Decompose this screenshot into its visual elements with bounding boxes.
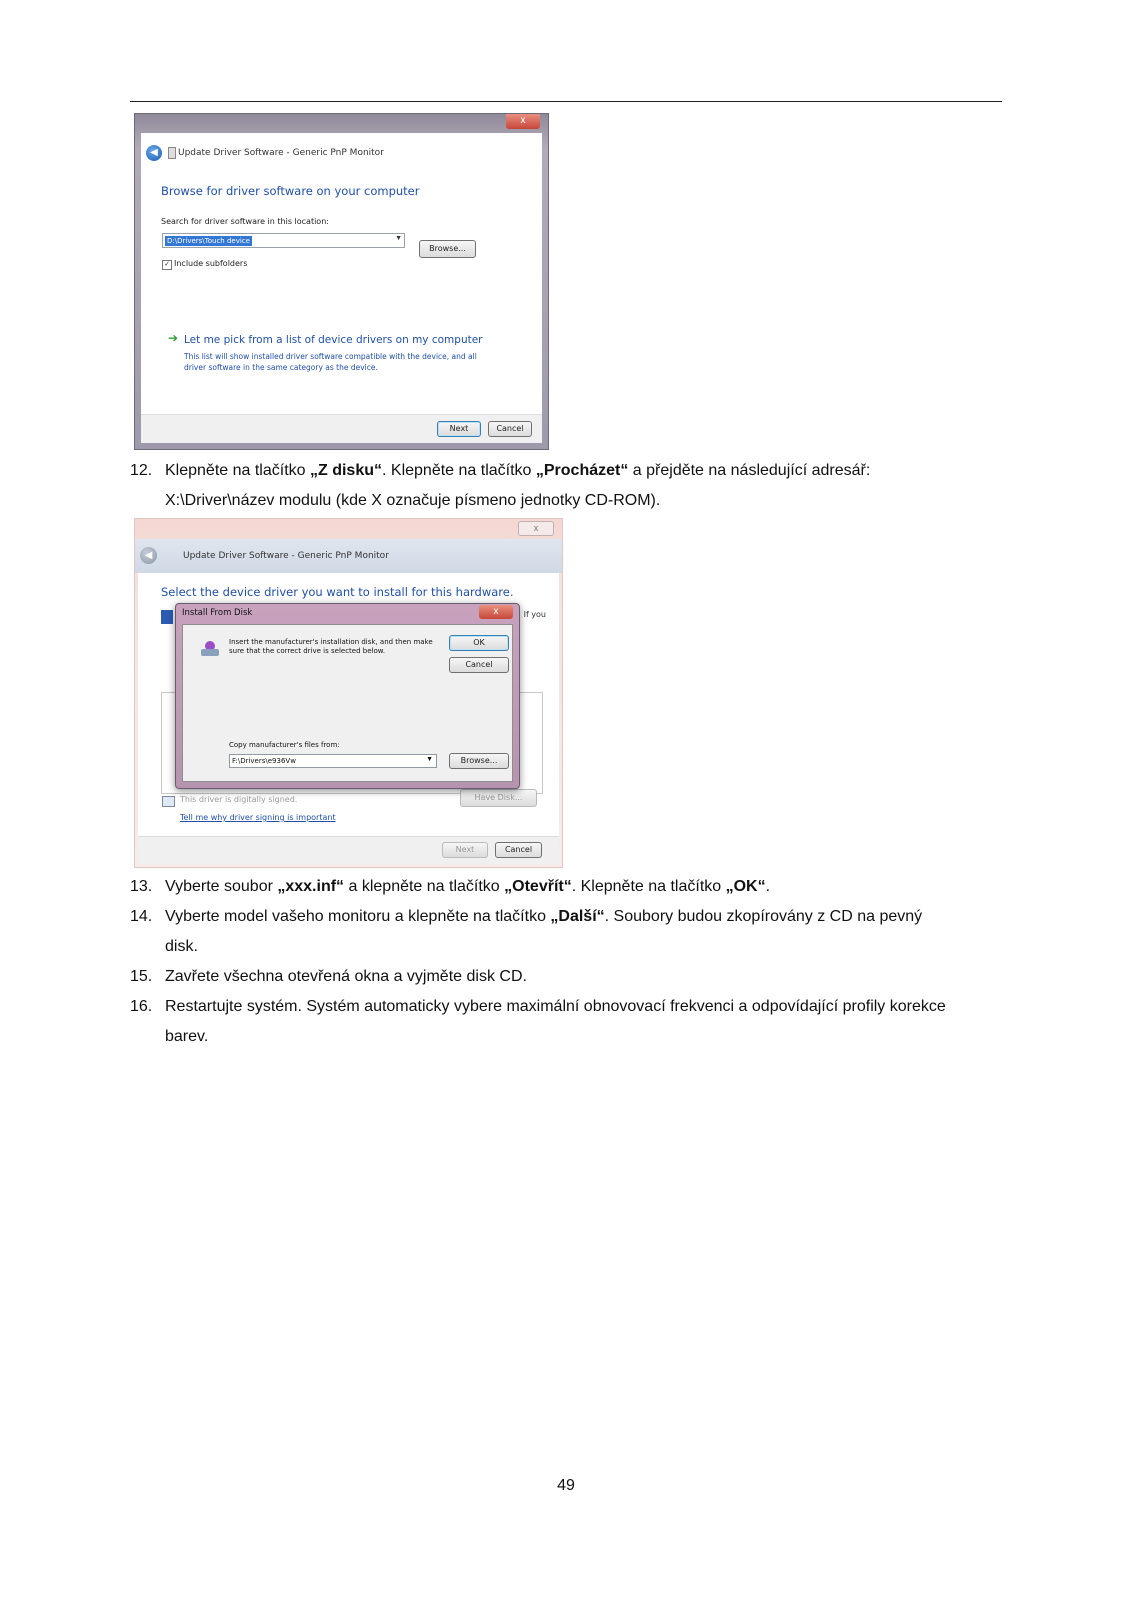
signing-status: This driver is digitally signed. bbox=[180, 795, 298, 804]
screenshot-install-from-disk bbox=[134, 518, 563, 868]
wizard-heading: Browse for driver software on your computer bbox=[161, 184, 420, 198]
ok-button[interactable]: OK bbox=[449, 635, 509, 651]
dialog-title: Install From Disk bbox=[182, 608, 253, 618]
back-arrow-icon[interactable]: ◀ bbox=[146, 145, 162, 161]
step-12-path: X:\Driver\název modulu (kde X označuje písmeno jednotky CD-ROM). bbox=[165, 492, 661, 509]
copy-path-combobox[interactable] bbox=[229, 754, 437, 768]
cancel-button[interactable]: Cancel bbox=[495, 842, 542, 858]
driver-signing-link[interactable]: Tell me why driver signing is important bbox=[180, 813, 336, 822]
screenshot-browse-driver bbox=[134, 113, 549, 450]
bold-z-disku: „Z disku“ bbox=[309, 462, 382, 479]
wizard-title: Update Driver Software - Generic PnP Monitor bbox=[183, 551, 389, 561]
browse-button[interactable]: Browse... bbox=[419, 240, 476, 258]
copy-path-value: F:\Drivers\e936Vw bbox=[232, 757, 296, 765]
device-icon bbox=[168, 147, 176, 159]
wizard-footer bbox=[138, 836, 559, 864]
chevron-down-icon[interactable]: ▼ bbox=[395, 235, 402, 242]
bold-prochazet: „Procházet“ bbox=[535, 462, 629, 479]
green-arrow-icon: ➔ bbox=[168, 331, 179, 345]
wizard-panel bbox=[141, 133, 542, 443]
hardware-icon bbox=[161, 610, 173, 624]
dialog-close-button[interactable]: x bbox=[479, 605, 513, 619]
insert-disk-instructions: Insert the manufacturer's installation disk, and then make sure that the correct drive is selected below. bbox=[229, 638, 433, 655]
dialog-cancel-button[interactable]: Cancel bbox=[449, 657, 509, 673]
pick-driver-link[interactable]: Let me pick from a list of device drivers on my computer bbox=[184, 334, 483, 346]
install-from-disk-dialog bbox=[175, 603, 520, 789]
window-close-button[interactable]: x bbox=[506, 114, 540, 129]
copy-files-label: Copy manufacturer's files from: bbox=[229, 741, 340, 749]
pick-driver-description: This list will show installed driver software compatible with the device, and all driver software in the same category as the device. bbox=[184, 352, 477, 372]
wizard-footer bbox=[141, 414, 542, 443]
step-number: 15. bbox=[130, 968, 153, 985]
back-arrow-icon[interactable]: ◀ bbox=[140, 547, 157, 564]
include-subfolders-checkbox[interactable]: ✓ bbox=[162, 260, 172, 270]
include-subfolders-label: Include subfolders bbox=[174, 259, 248, 268]
step-number: 14. bbox=[130, 908, 153, 925]
step-number: 16. bbox=[130, 998, 153, 1015]
window-close-button[interactable]: x bbox=[518, 521, 554, 536]
wizard-title: Update Driver Software - Generic PnP Monitor bbox=[178, 148, 384, 158]
search-location-label: Search for driver software in this location: bbox=[161, 217, 329, 226]
next-button[interactable]: Next bbox=[437, 421, 481, 437]
truncated-text: If you bbox=[523, 610, 546, 619]
dialog-body bbox=[182, 624, 513, 782]
chevron-down-icon[interactable]: ▼ bbox=[426, 756, 433, 763]
cancel-button[interactable]: Cancel bbox=[488, 421, 532, 437]
step-number: 12. bbox=[130, 462, 153, 479]
driver-path-value: D:\Drivers\Touch device bbox=[167, 237, 250, 245]
have-disk-button[interactable]: Have Disk... bbox=[460, 789, 537, 807]
signature-icon bbox=[162, 796, 175, 807]
dialog-browse-button[interactable]: Browse... bbox=[449, 753, 509, 769]
header-rule bbox=[130, 101, 1002, 102]
wizard-heading: Select the device driver you want to install for this hardware. bbox=[161, 585, 514, 599]
driver-path-combobox[interactable] bbox=[162, 233, 405, 248]
step-number: 13. bbox=[130, 878, 153, 895]
page-number: 49 bbox=[557, 1477, 575, 1494]
next-button[interactable]: Next bbox=[442, 842, 488, 858]
disk-icon bbox=[201, 641, 219, 657]
